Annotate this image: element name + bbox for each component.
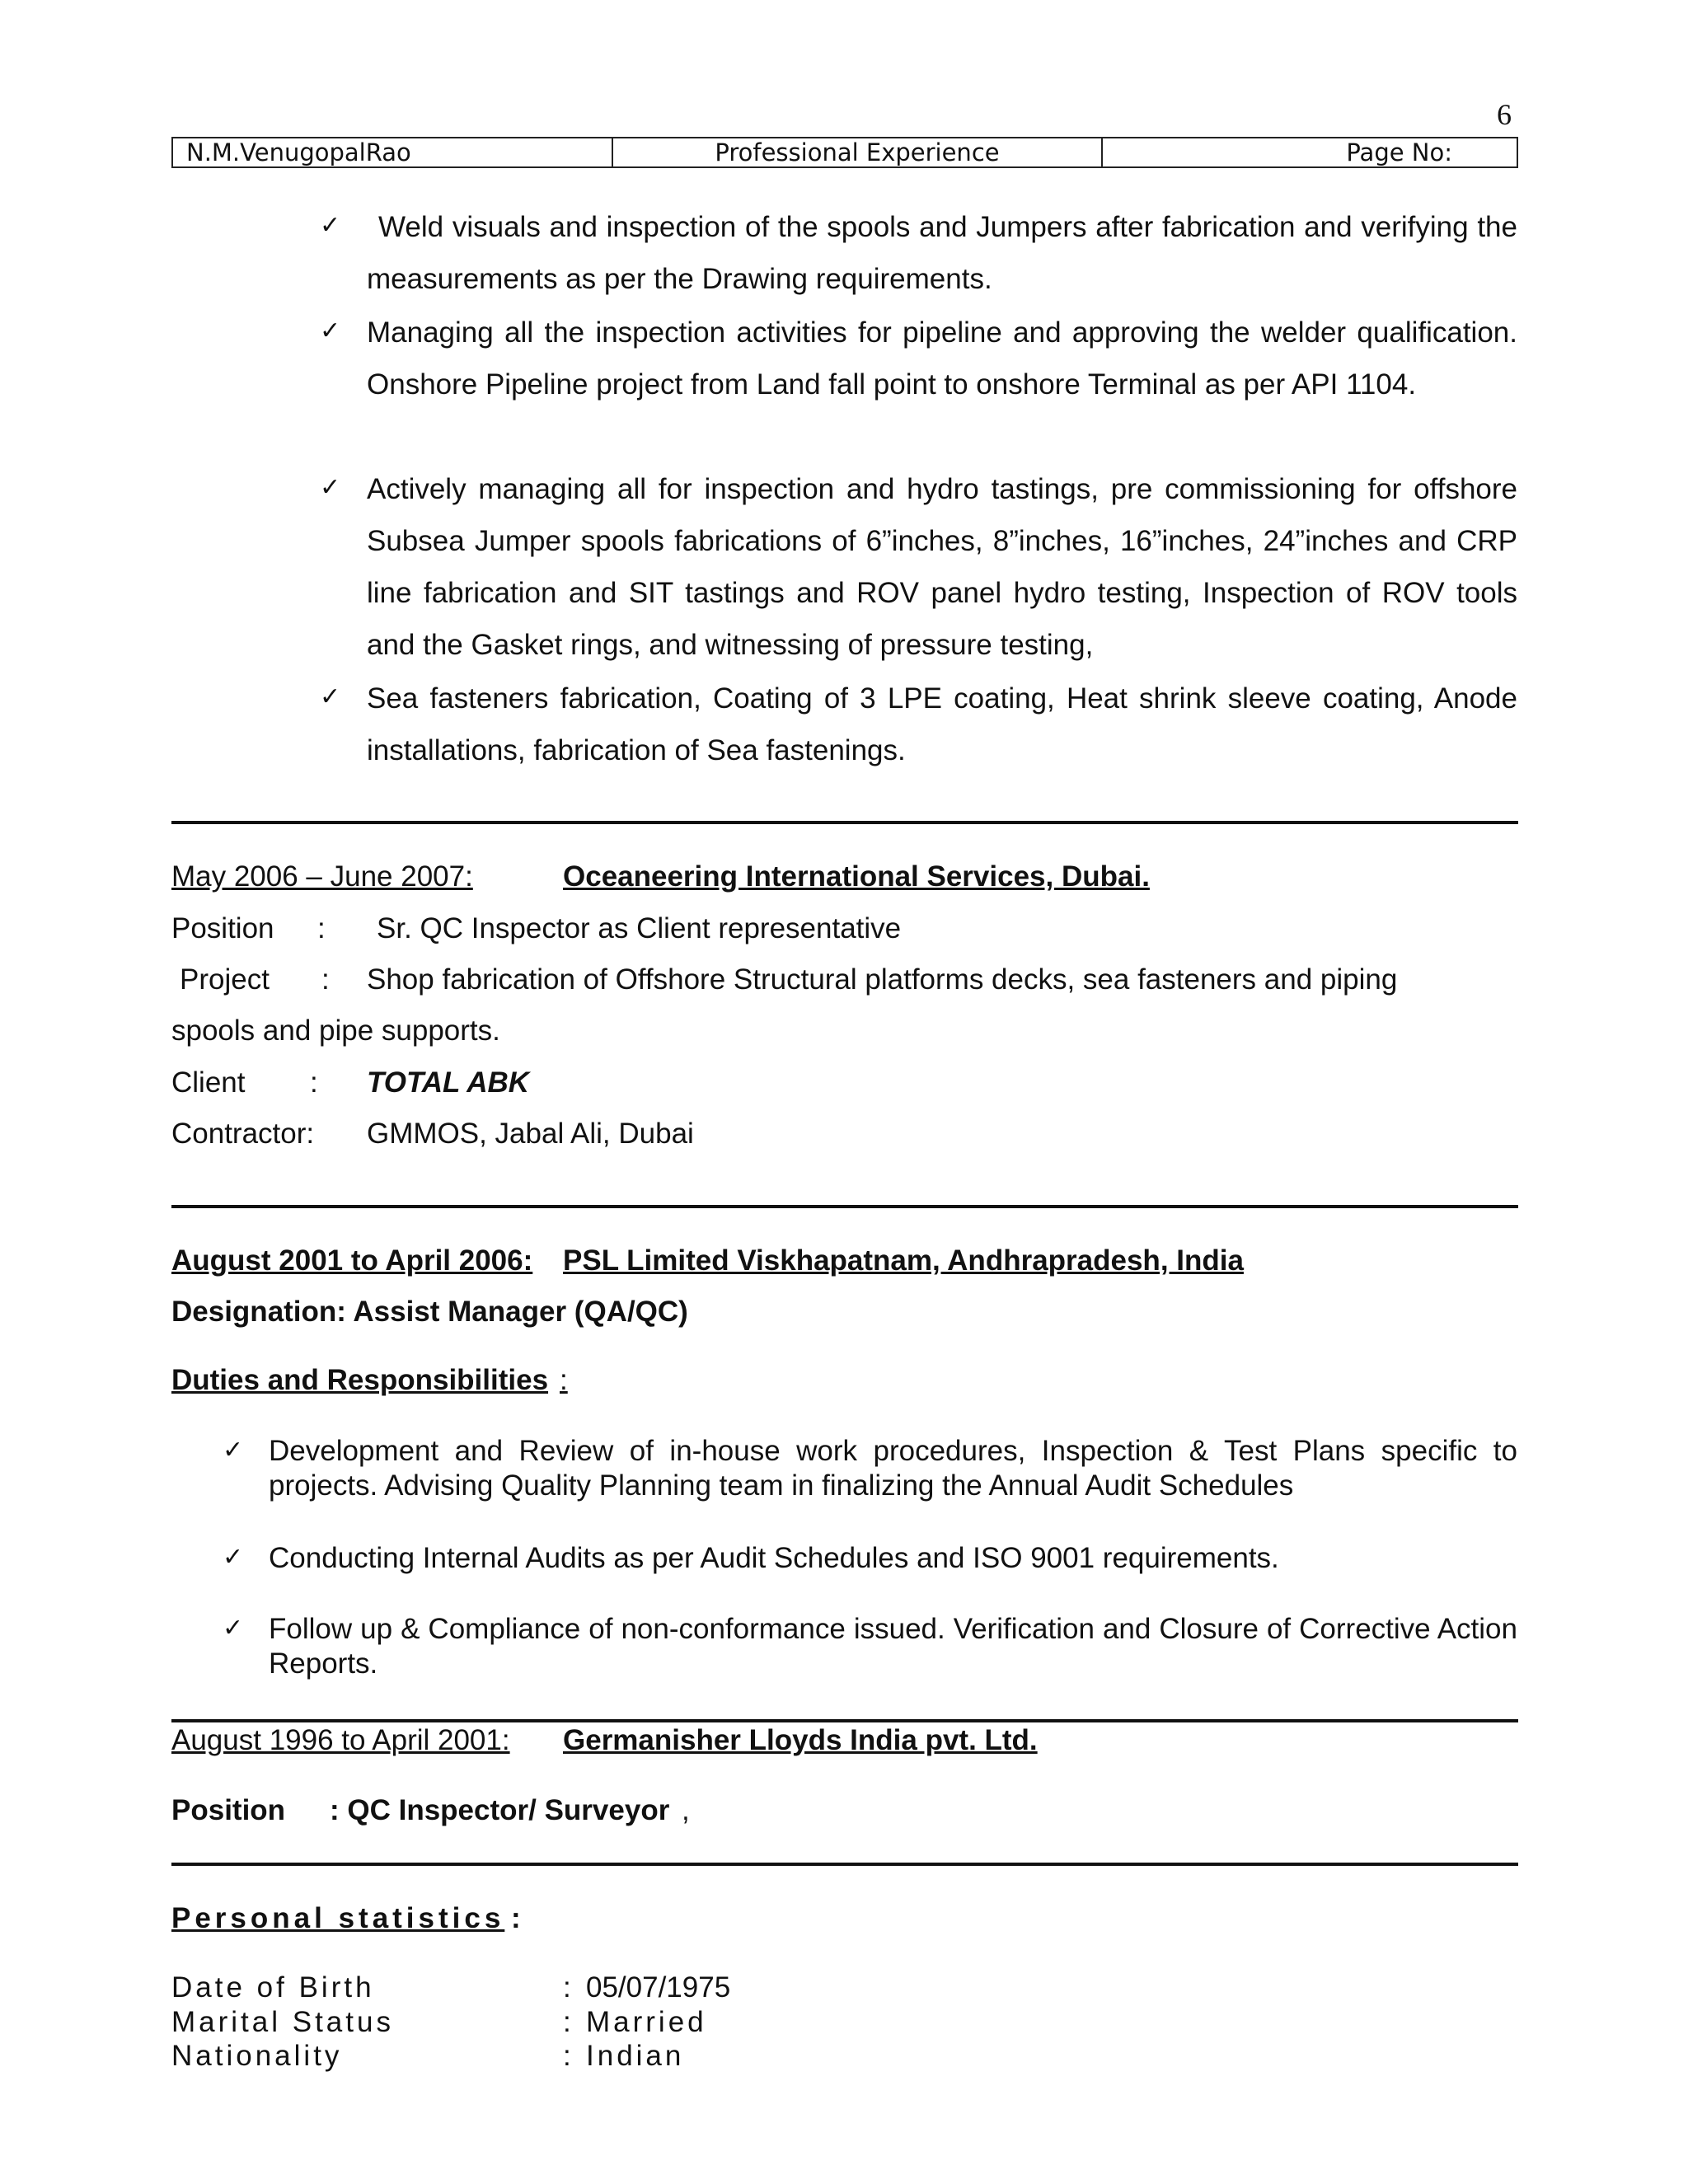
job-company: PSL Limited Viskhapatnam, Andhrapradesh, India bbox=[563, 1244, 1244, 1277]
check-icon: ✓ bbox=[320, 316, 341, 345]
job-period: August 1996 to April 2001: bbox=[171, 1724, 510, 1756]
position-trailing-comma: , bbox=[682, 1794, 690, 1826]
check-icon: ✓ bbox=[320, 211, 341, 240]
nationality-label: Nationality bbox=[171, 2040, 343, 2072]
position-label: Position bbox=[171, 1794, 286, 1826]
check-icon: ✓ bbox=[320, 473, 341, 502]
client-value: TOTAL ABK bbox=[367, 1066, 530, 1099]
marital-status-label: Marital Status bbox=[171, 2006, 394, 2038]
duties-heading-colon: : bbox=[560, 1364, 568, 1396]
job-period: May 2006 – June 2007: bbox=[171, 860, 473, 893]
job-company: Germanisher Lloyds India pvt. Ltd. bbox=[563, 1724, 1038, 1756]
project-separator: : bbox=[321, 963, 330, 996]
marital-status-separator: : bbox=[563, 2006, 571, 2038]
job-period: August 2001 to April 2006: bbox=[171, 1244, 533, 1277]
bullet-sea-fasteners: Sea fasteners fabrication, Coating of 3 LPE coating, Heat shrink sleeve coating, Anode installations, fabrication of Sea fastenings. bbox=[367, 682, 1517, 766]
contractor-label: Contractor: bbox=[171, 1118, 315, 1150]
dob-label: Date of Birth bbox=[171, 1971, 375, 2004]
header-section: Professional Experience bbox=[613, 138, 1103, 166]
position-separator: : bbox=[317, 912, 326, 944]
project-label: Project bbox=[180, 963, 270, 996]
header-name: N.M.VenugopalRao bbox=[173, 138, 613, 166]
project-value: Shop fabrication of Offshore Structural platforms decks, sea fasteners and piping bbox=[367, 963, 1398, 996]
duty-follow-up: Follow up & Compliance of non-conformance issued. Verification and Closure of Corrective Action Reports. bbox=[269, 1613, 1517, 1680]
check-icon: ✓ bbox=[223, 1436, 244, 1465]
duty-internal-audits: Conducting Internal Audits as per Audit Schedules and ISO 9001 requirements. bbox=[269, 1542, 1279, 1574]
contractor-value: GMMOS, Jabal Ali, Dubai bbox=[367, 1118, 694, 1150]
section-divider bbox=[171, 1863, 1518, 1866]
dob-separator: : bbox=[563, 1971, 571, 2004]
job-company: Oceaneering International Services, Dubai. bbox=[563, 860, 1150, 893]
header-table bbox=[171, 137, 1518, 168]
check-icon: ✓ bbox=[223, 1614, 244, 1643]
position-value: : QC Inspector/ Surveyor bbox=[330, 1794, 670, 1826]
page-number: 6 bbox=[1497, 98, 1512, 131]
header-page-label: Page No: bbox=[1346, 138, 1452, 166]
personal-heading: Personal statistics bbox=[171, 1902, 505, 1934]
duties-heading: Duties and Responsibilities bbox=[171, 1364, 549, 1396]
section-divider bbox=[171, 1719, 1518, 1722]
personal-heading-colon: : bbox=[511, 1902, 521, 1934]
project-value-continued: spools and pipe supports. bbox=[171, 1015, 500, 1047]
marital-status-value: Married bbox=[586, 2006, 707, 2038]
check-icon: ✓ bbox=[223, 1543, 244, 1572]
nationality-value: Indian bbox=[586, 2040, 685, 2072]
position-label: Position bbox=[171, 912, 274, 944]
client-separator: : bbox=[310, 1066, 318, 1099]
designation: Designation: Assist Manager (QA/QC) bbox=[171, 1296, 688, 1328]
client-label: Client bbox=[171, 1066, 246, 1099]
dob-value: 05/07/1975 bbox=[586, 1971, 731, 2004]
bullet-managing-inspection: Managing all the inspection activities for pipeline and approving the welder qualification. Onshore Pipeline project from Land fall point to onshore Terminal as per API 1104. bbox=[367, 316, 1517, 401]
section-divider bbox=[171, 821, 1518, 824]
nationality-separator: : bbox=[563, 2040, 571, 2072]
position-value: Sr. QC Inspector as Client representative bbox=[377, 912, 902, 944]
check-icon: ✓ bbox=[320, 682, 341, 711]
duty-development-review: Development and Review of in-house work procedures, Inspection & Test Plans specific to projects. Advising Quality Planning team in finalizing the Annual Audit Schedules bbox=[269, 1435, 1517, 1502]
section-divider bbox=[171, 1205, 1518, 1208]
bullet-weld-visuals: Weld visuals and inspection of the spools and Jumpers after fabrication and verifying the measurements as per the Drawing requirements. bbox=[367, 211, 1517, 295]
bullet-hydro-testing: Actively managing all for inspection and hydro tastings, pre commissioning for offshore Subsea Jumper spools fabrications of 6”inches, 8”inches, 16”inches, 24”inches and CRP line fabrication and SIT tastings and ROV panel hydro testing, Inspection of ROV tools and the Gasket rings, and witnessing of pressure testing, bbox=[367, 473, 1517, 661]
